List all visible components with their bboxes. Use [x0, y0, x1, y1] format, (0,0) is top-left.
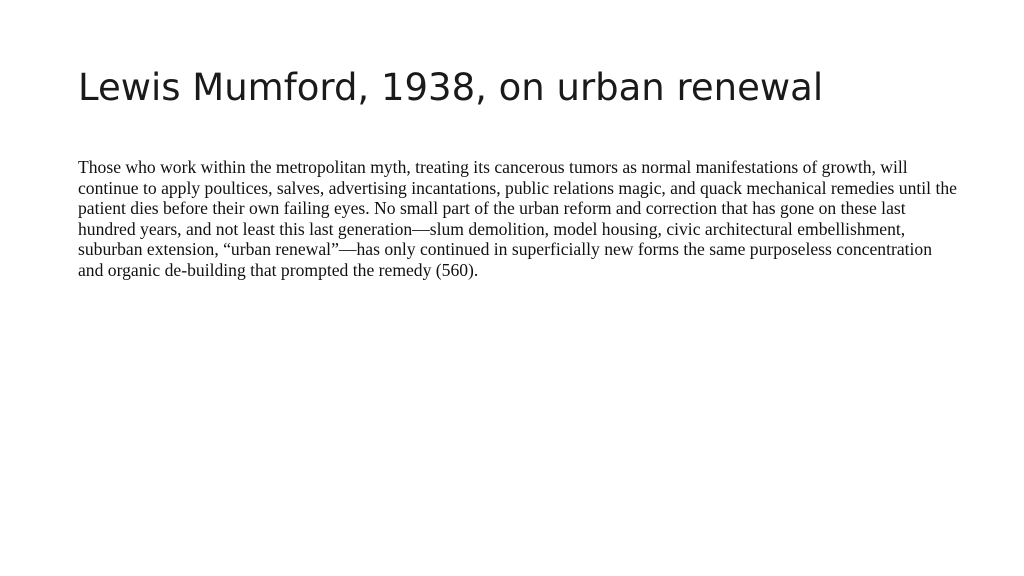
quote-paragraph: Those who work within the metropolitan myth, treating its cancerous tumors as normal manifestations of growth, will continue to apply poultices, salves, advertising incantations, public relations magic, and quack mechanical remedies until the patient dies before their own failing eyes. No small part of the urban reform and correction that has gone on these last hundred years, and not least this last generation—slum demolition, model housing, civic architectural embellishment, suburban extension, “urban renewal”—has only continued in superficially new forms the same purposeless concentration and organic de-building that prompted the remedy (560). — [78, 157, 957, 280]
slide-title: Lewis Mumford, 1938, on urban renewal — [78, 66, 824, 109]
